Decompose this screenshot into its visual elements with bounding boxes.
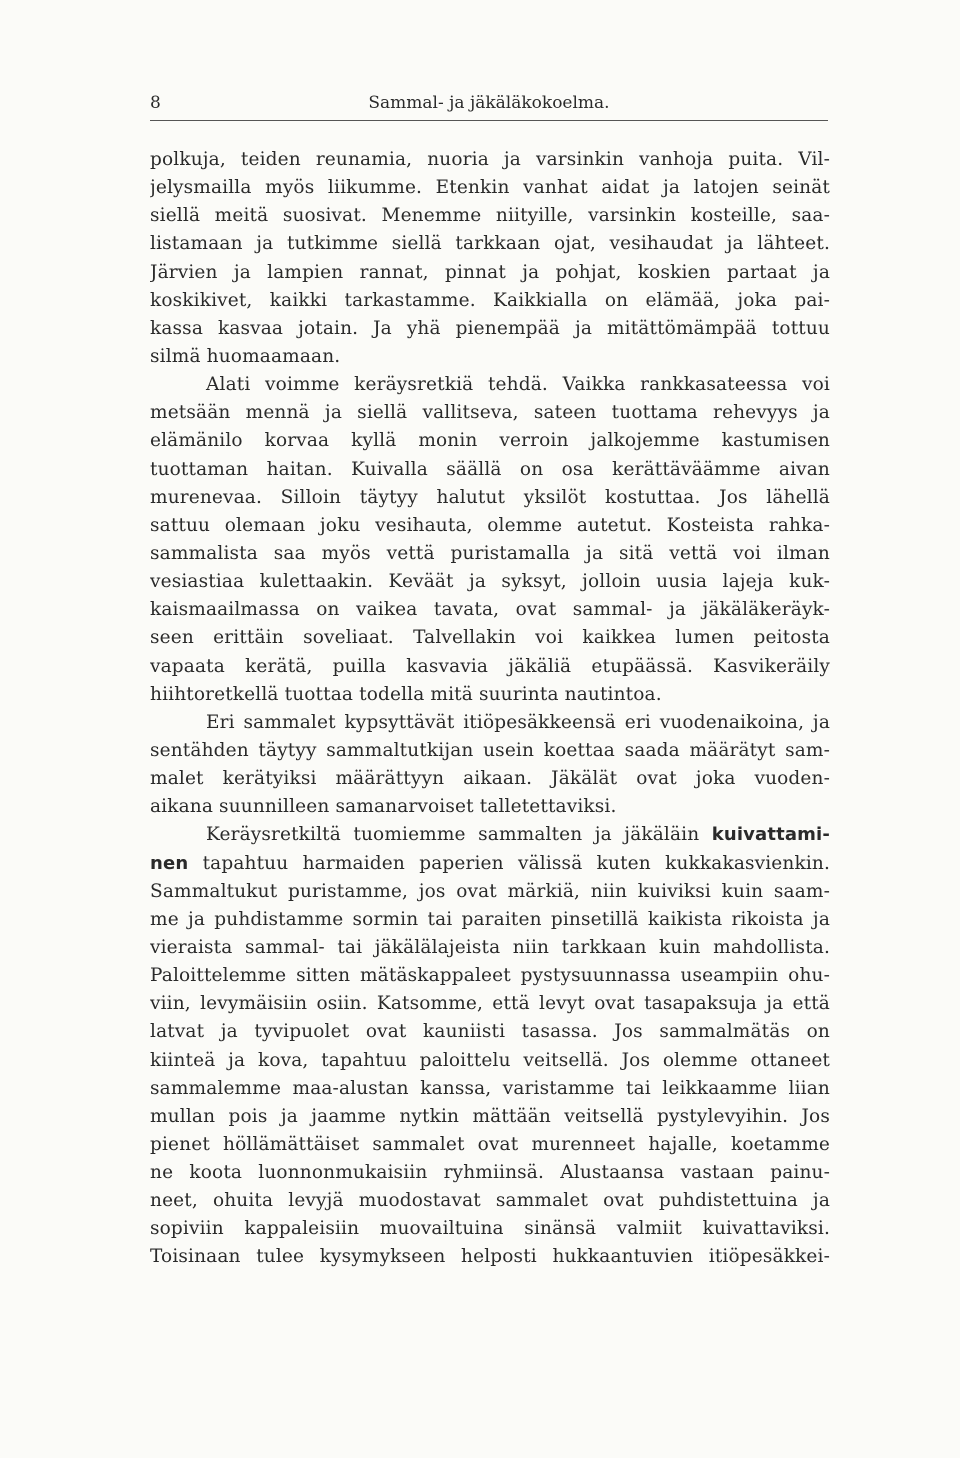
text-line: polkuja, teiden reunamia, nuoria ja varsinkin vanhoja puita. Vil- [150,149,830,170]
running-head [150,88,828,118]
text-line: vapaata kerätä, puilla kasvavia jäkäliä etupäässä. Kasvikeräily [150,655,830,677]
text-line: jelysmailla myös liikumme. Etenkin vanhat aidat ja latojen seinät [150,177,830,199]
text-line: Sammaltukut puristamme, jos ovat märkiä, niin kuiviksi kuin saam- [150,880,830,902]
text-line: sattuu olemaan joku vesihauta, olemme autetut. Kosteista rahka- [150,514,830,536]
text-segment: tapahtuu harmaiden paperien välissä kuten kukkakasvienkin. [188,852,830,874]
text-line: sammalista saa myös vettä puristamalla ja sitä vettä voi ilman [150,542,830,564]
text-line: Järvien ja lampien rannat, pinnat ja pohjat, koskien partaat ja [150,261,830,283]
text-line: Eri sammalet kypsyttävät itiöpesäkkeensä eri vuodenaikoina, ja [206,711,830,733]
text-line: mullan pois ja jaamme nytkin mättään veitsellä pystylevyihin. Jos [150,1105,830,1127]
header-rule [150,120,828,121]
text-line: silmä huomaamaan. [150,345,341,367]
body-text [150,146,830,1272]
text-line: elämänilo korvaa kyllä monin verroin jalkojemme kastumisen [150,430,830,452]
text-line: Toisinaan tulee kysymykseen helposti hukkaantuvien itiöpesäkkei- [150,1246,830,1268]
text-line: Alati voimme keräysretkiä tehdä. Vaikka rankkasateessa voi [206,374,830,396]
text-line: siellä meitä suosivat. Menemme niityille, varsinkin kosteille, saa- [150,205,830,227]
text-line: listamaan ja tutkimme siellä tarkkaan ojat, vesihaudat ja lähteet. [150,233,830,255]
text-line: hiihtoretkellä tuottaa todella mitä suurinta nautintoa. [150,683,662,705]
text-line: kiinteä ja kova, tapahtuu paloittelu veitsellä. Jos olemme ottaneet [150,1049,830,1071]
bold-term: kuivattami- [711,824,830,846]
text-line: vieraista sammal- tai jäkälälajeista niin tarkkaan kuin mahdollista. [150,936,830,958]
text-line: me ja puhdistamme sormin tai paraiten pinsetillä kaikista rikoista ja [150,908,830,930]
text-line: Paloittelemme sitten mätäskappaleet pystysuunnassa useampiin ohu- [150,965,830,987]
page-number: 8 [150,93,161,113]
text-line: sopiviin kappaleisiin muovailtuina sinänsä valmiit kuivattaviksi. [150,1218,830,1240]
text-line: ne koota luonnonmukaisiin ryhmiinsä. Alustaansa vastaan painu- [150,1162,830,1184]
running-title: Sammal- ja jäkäläkokoelma. [368,93,610,113]
text-line: sammalemme maa-alustan kanssa, varistamme tai leikkaamme liian [150,1077,830,1099]
text-line: seen erittäin soveliaat. Talvellakin voi kaikkea lumen peitosta [150,627,830,649]
text-line: murenevaa. Silloin täytyy halutut yksilöt kostuttaa. Jos lähellä [150,486,830,508]
text-line: neet, ohuita levyjä muodostavat sammalet ovat puhdistettuina ja [150,1190,830,1212]
text-line: kaismaailmassa on vaikea tavata, ovat sammal- ja jäkäläkeräyk- [150,599,830,621]
text-line: metsään mennä ja siellä vallitseva, sateen tuottama rehevyys ja [150,402,830,424]
text-line: aikana suunnilleen samanarvoiset talletettaviksi. [150,796,617,818]
text-line-with-term [150,821,830,849]
text-line: viin, levymäisiin osiin. Katsomme, että levyt ovat tasapaksuja ja että [150,993,830,1015]
text-line: latvat ja tyvipuolet ovat kauniisti tasassa. Jos sammalmätäs on [150,1021,830,1043]
text-segment: Keräysretkiltä tuomiemme sammalten ja jäkäläin [206,824,712,846]
text-line: sentähden täytyy sammaltutkijan usein koettaa saada määrätyt sam- [150,739,830,761]
text-line: pienet höllämättäiset sammalet ovat murenneet hajalle, koetamme [150,1133,830,1155]
bold-term: nen [150,852,189,874]
text-line: vesiastiaa kulettaakin. Keväät ja syksyt, jolloin uusia lajeja kuk- [150,571,830,593]
text-line: malet kerätyiksi määrättyyn aikaan. Jäkälät ovat joka vuoden- [150,768,830,790]
text-line: koskikivet, kaikki tarkastamme. Kaikkialla on elämää, joka pai- [150,289,830,311]
text-line: tuottaman haitan. Kuivalla säällä on osa kerättäväämme aivan [150,458,830,480]
text-line-with-term [150,850,830,878]
text-line: kassa kasvaa jotain. Ja yhä pienempää ja mitättömämpää tottuu [150,317,830,339]
